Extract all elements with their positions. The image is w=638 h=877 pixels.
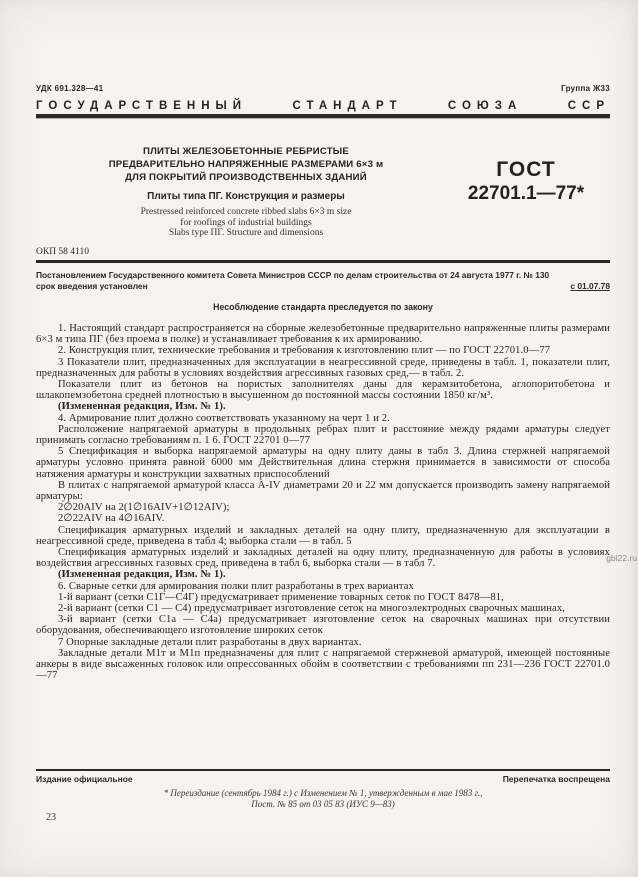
gost-designation [442, 158, 610, 239]
paragraph: 1-й вариант (сетки С1Г—С4Г) предусматривает применение товарных сеток по ГОСТ 8478—81, [58, 591, 504, 603]
okp-code: ОКП 58 4110 [36, 246, 89, 257]
document-subtitle: Плиты типа ПГ. Конструкция и размеры [147, 191, 345, 202]
paragraph: Спецификация арматурных изделий и закладных деталей на одну плиту, предназначенную для работы в условиях воздействия агрессивных газовых сред, приведена в табл 6, выборка стали — в табл 7. [36, 547, 610, 570]
udk-code: УДК 691.328—41 [36, 84, 104, 93]
effective-date: с 01.07.78 [570, 280, 610, 291]
paragraph: 2∅20AIV на 2(1∅16AIV+1∅12AIV); [58, 502, 230, 514]
paragraph: Закладные детали М1т и М1п предназначены для плит с напрягаемой стержневой арматурой, имеющей постоянные анкеры в виде высаженных головок или опрессованных обойм в соответствии с требованиями пп 231—236 ГОСТ 22701.0—77 [36, 647, 610, 682]
paragraph: Расположение напрягаемой арматуры в продольных ребрах плит и расстояние между рядами арматуры следует принимать согласно требованиям п. 1 6. ГОСТ 22701 0—77 [36, 423, 610, 447]
paragraph: Показатели плит из бетонов на пористых заполнителях даны для керамзитобетона, аглопоритобетона и шлакопемзобетона средней плотностью в высушенном до постоянной массы состоянии 1850 кг/м³. [36, 379, 610, 402]
paragraph: 3 Показатели плит, предназначенных для эксплуатации в неагрессивной среде, приведены в табл. 1, показатели плит, предназначенных для работы в условиях воздействия агрессивных газовых сред,— в табл. 2. [36, 356, 610, 379]
revision-footnote [36, 788, 610, 810]
group-code: Группа Ж33 [561, 84, 610, 93]
title-en-line: Slabs type ПГ. Structure and dimensions [168, 228, 324, 238]
title-line: ПРЕДВАРИТЕЛЬНО НАПРЯЖЕННЫЕ РАЗМЕРАМИ 6×3 м [108, 159, 384, 170]
reprint-forbidden-label: Перепечатка воспрещена [502, 774, 610, 784]
gost-label: ГОСТ [496, 158, 556, 181]
title-line: ДЛЯ ПОКРЫТИЙ ПРОИЗВОДСТВЕННЫХ ЗДАНИЙ [125, 172, 367, 183]
footer-row [36, 774, 610, 784]
paragraph: 3-й вариант (сетки С1а — С4а) предусматривает изготовление сеток на сварочных машинах при отсутствии оборудования, обеспечивающего изготовление широких сеток [36, 614, 610, 637]
paragraph: В плитах с напрягаемой арматурой класса A-IV диаметрами 20 и 22 мм допускается производить замену напрягаемой арматуры: [36, 479, 610, 503]
law-notice: Несоблюдение стандарта преследуется по закону [213, 302, 433, 312]
footer-rule [36, 769, 610, 771]
title-en-line: Prestressed reinforced concrete ribbed slabs 6×3 m size [140, 207, 352, 217]
decree-text [36, 270, 610, 291]
body-paragraphs [36, 323, 610, 769]
gost-number: 22701.1—77* [467, 183, 585, 204]
paragraph: 2-й вариант (сетки С1 — С4) предусматривает изготовление сеток на многоэлектродных сварочных машинах, [58, 603, 565, 615]
org-banner: ГОСУДАРСТВЕННЫЙ СТАНДАРТ СОЮЗА ССР [36, 100, 610, 112]
document-title [50, 145, 442, 184]
section-rule [36, 260, 610, 264]
watermark: gbl22.ru [606, 553, 637, 563]
paragraph: 4. Армирование плит должно соответствовать указанному на черт 1 и 2. [58, 412, 390, 424]
paragraph: 7 Опорные закладные детали плит разработаны в двух вариантах. [58, 636, 362, 648]
paragraph: 2∅22AIV на 4∅16AIV. [58, 513, 165, 525]
paragraph: 6. Сварные сетки для армирования полки плит разработаны в трех вариантах [58, 580, 414, 592]
paragraph: Спецификация арматурных изделий и закладных деталей на одну плиту, предназначенную для эксплуатации в неагрессивной среде, приведена в табл 4; выборка стали — в табл. 5 [36, 524, 610, 547]
paragraph: (Измененная редакция, Изм. № 1). [58, 569, 226, 581]
paragraph: 1. Настоящий стандарт распространяется на сборные железобетонные предварительно напряженные плиты размерами 6×3 м типа ПГ (без проема в полке) и устанавливает требования к их армированию. [36, 323, 610, 346]
paragraph: 5 Спецификация и выборка напрягаемой арматуры на одну плиту даны в табл 3. Длина стержней напрягаемой арматуры условно принята равной 6000 мм Действительная длина стержня принимается в зависимости от способа натяжения арматуры и конструкции захватных приспособлений [36, 446, 610, 480]
title-block [36, 145, 610, 239]
official-edition-label: Издание официальное [36, 774, 133, 784]
document-title-en [50, 207, 442, 239]
header-meta-row [36, 84, 610, 93]
title-line: ПЛИТЫ ЖЕЛЕЗОБЕТОННЫЕ РЕБРИСТЫЕ [142, 146, 349, 157]
title-en-line: for roofings of industrial buildings [180, 217, 312, 228]
footnote-line: * Переиздание (сентябрь 1984 г.) с Изменением № 1, утвержденным в мае 1983 г., [163, 788, 483, 798]
paragraph: 2. Конструкция плит, технические требования и требования к изготовлению плит — по ГОСТ 22701.0—77 [58, 345, 551, 357]
paragraph: (Измененная редакция, Изм. № 1). [58, 401, 226, 413]
footnote-line: Пост. № 85 от 03 05 83 (ИУС 9—83) [251, 799, 395, 809]
page-number: 23 [46, 812, 56, 823]
decree-line: Постановлением Государственного комитета Совета Министров СССР по делам строительства от 24 августа 1977 г. № 130 [36, 270, 550, 280]
banner-rule [36, 114, 610, 118]
decree-line: срок введения установлен [36, 280, 148, 291]
